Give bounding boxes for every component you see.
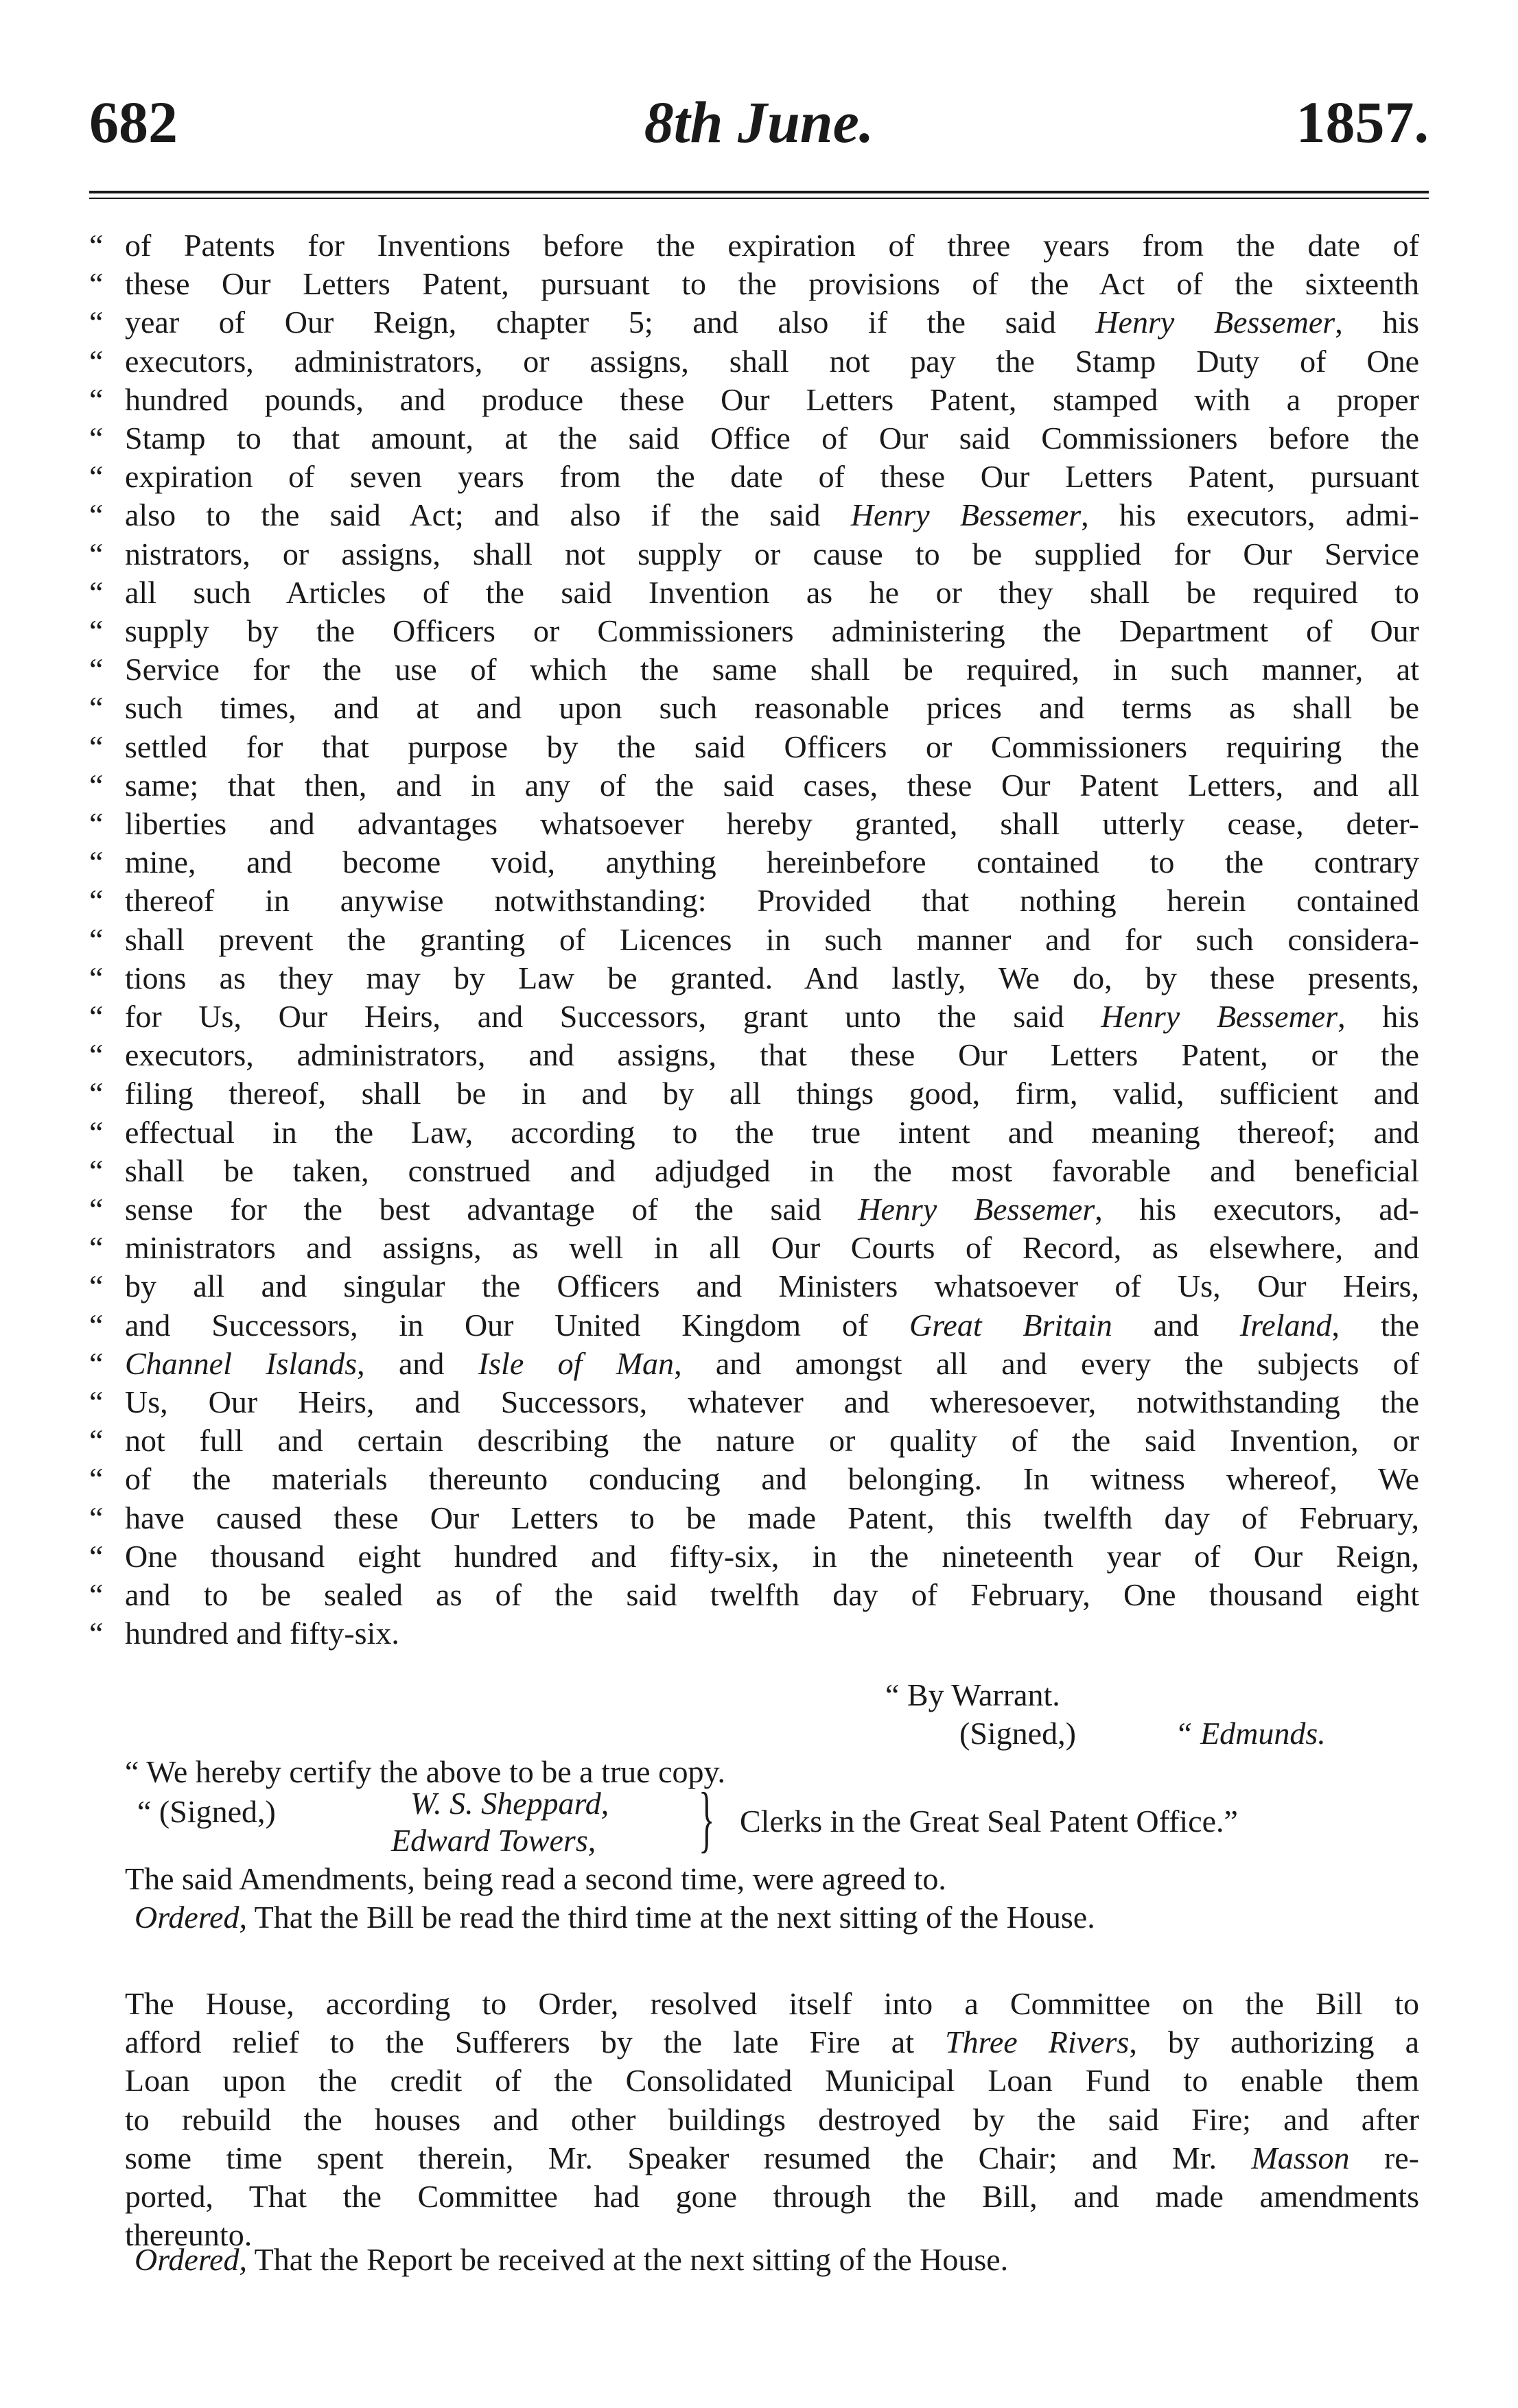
text-line [89,535,1419,574]
quote-mark: “ [89,421,104,456]
text-run: mine, and become void, anything hereinbefore contained to the contrary [125,845,1419,880]
text-run: Service for the use of which the same shall be required, in such manner, at [125,652,1419,687]
text-line [89,612,1419,650]
text-line [89,1152,1419,1190]
quote-mark: “ [89,1616,104,1651]
text-run: ministrators and assigns, as well in all Our Courts of Record, as elsewhere, and [125,1230,1419,1266]
text-run: nistrators, or assigns, shall not supply or cause to be supplied for Our Service [125,536,1419,571]
ordered-report [135,2241,1008,2279]
text-run: , his [1338,999,1419,1034]
text-run: and Successors, in Our United Kingdom of [125,1307,909,1343]
ordered-text: That the Report be received at the next sitting of the House. [246,2242,1009,2277]
text-run: not full and certain describing the nature or quality of the said Invention, or [125,1423,1419,1459]
clerks-signed: “ (Signed,) [137,1794,276,1829]
text-line [89,303,1419,342]
quote-mark: “ [89,806,104,841]
text-line [89,1383,1419,1421]
quote-mark: “ [89,883,104,919]
text-run: settled for that purpose by the said Officers or Commissioners requiring the [125,729,1419,764]
text-run: also to the said Act; and also if the said [125,497,851,533]
ordered-text: That the Bill be read the third time at the next sitting of the House. [246,1900,1095,1935]
quote-mark: “ [89,1345,104,1381]
text-line [89,419,1419,458]
text-run: executors, administrators, and assigns, that these Our Letters Patent, or the [125,1037,1419,1073]
text-run: all such Articles of the said Invention as he or they shall be required to [125,574,1419,610]
text-line [89,381,1419,419]
text-line [125,2062,1419,2100]
text-line [89,1113,1419,1152]
certify-line: “ We hereby certify the above to be a true copy. [125,1754,726,1789]
text-run: , by authorizing a [1129,2025,1419,2060]
text-run: of the materials thereunto conducing and belonging. In witness whereof, We [125,1461,1419,1497]
quote-mark: “ [89,613,104,648]
quote-mark: “ [89,1076,104,1111]
quote-mark: “ [89,381,104,417]
text-line [89,843,1419,882]
text-run: and to be sealed as of the said twelfth day of February, One thousand eight [125,1577,1419,1612]
quote-mark: “ [89,1538,104,1574]
text-line [89,458,1419,496]
text-line [89,1460,1419,1498]
quote-mark: “ [89,459,104,495]
text-run: Loan upon the credit of the Consolidated Municipal Loan Fund to enable them [125,2063,1419,2099]
quote-mark: “ [89,536,104,571]
by-warrant: “ By Warrant. [885,1677,1060,1712]
header-rule-thin [89,198,1429,199]
quote-mark: “ [89,1384,104,1419]
text-line [89,1499,1419,1537]
text-line [125,1985,1419,2023]
quote-mark: “ [89,921,104,957]
quote-mark: “ [89,1114,104,1150]
text-run: hundred pounds, and produce these Our Letters Patent, stamped with a proper [125,381,1419,417]
header-rule [89,191,1429,193]
header-date: 8th June. [644,89,874,155]
text-run: tions as they may by Law be granted. And lastly, We do, by these presents, [125,960,1419,995]
text-run: thereunto. [125,2217,253,2253]
italic-text: Channel Islands [125,1345,358,1381]
text-line [89,496,1419,534]
text-run: One thousand eight hundred and fifty-six, in the nineteenth year of Our Reign, [125,1538,1419,1574]
italic-text: Ireland [1239,1307,1332,1343]
quote-mark: “ [89,1268,104,1304]
text-run: , his [1335,305,1419,340]
warrant-signed: (Signed,) [959,1716,1076,1751]
italic-text: Isle of Man [478,1345,675,1381]
text-line [89,1345,1420,1383]
ordered-label: Ordered, [135,1900,247,1935]
text-run: some time spent therein, Mr. Speaker resumed the Chair; and Mr. [125,2140,1252,2175]
quote-mark: “ [89,690,104,726]
text-line [125,2139,1419,2177]
text-line [125,2101,1419,2139]
text-line [89,574,1419,612]
text-run: of Patents for Inventions before the expiration of three years from the date of [125,228,1419,263]
text-run: shall be taken, construed and adjudged in the most favorable and beneficial [125,1153,1419,1188]
text-line [89,1190,1420,1229]
quote-mark: “ [89,1192,104,1227]
italic-text: Henry Bessemer [858,1192,1095,1227]
text-run: thereof in anywise notwithstanding: Provided that nothing herein contained [125,883,1419,919]
text-line [89,265,1419,303]
text-run: and [1112,1307,1240,1343]
text-run: sense for the best advantage of the said [125,1192,859,1227]
text-run: hundred and fifty-six. [125,1616,399,1651]
text-run: have caused these Our Letters to be made Patent, this twelfth day of February, [125,1500,1419,1535]
clerk-name-towers: Edward Towers, [391,1823,596,1858]
italic-text: Henry Bessemer [1095,305,1335,340]
text-run: supply by the Officers or Commissioners administering the Department of Our [125,613,1419,648]
text-run: by all and singular the Officers and Ministers whatsoever of Us, Our Heirs, [125,1268,1419,1304]
text-line [89,882,1419,920]
text-run: filing thereof, shall be in and by all things good, firm, valid, sufficient and [125,1076,1419,1111]
italic-text: Three Rivers [945,2025,1130,2060]
italic-text: Henry Bessemer [850,497,1082,533]
clerk-name-sheppard: W. S. Sheppard, [410,1786,609,1821]
text-line [89,1036,1419,1074]
text-run: , the [1331,1307,1420,1343]
quote-mark: “ [89,1500,104,1535]
quote-mark: “ [89,1037,104,1073]
text-run: these Our Letters Patent, pursuant to the provisions of the Act of the sixteenth [125,266,1419,302]
text-run: Us, Our Heirs, and Successors, whatever and wheresoever, notwithstanding the [125,1384,1419,1419]
text-run: , and amongst all and every the subjects of [674,1345,1420,1381]
text-line [89,342,1419,381]
text-line [89,959,1419,998]
quote-mark: “ [89,845,104,880]
text-line [89,1576,1419,1614]
text-run: same; that then, and in any of the said cases, these Our Patent Letters, and all [125,767,1419,803]
text-run: such times, and at and upon such reasonable prices and terms as shall be [125,690,1419,726]
clerks-office: Clerks in the Great Seal Patent Office.” [740,1804,1238,1839]
quote-mark: “ [89,960,104,995]
quote-mark: “ [89,652,104,687]
text-run: for Us, Our Heirs, and Successors, grant unto the said [125,999,1101,1034]
text-line [89,805,1419,843]
italic-text: Great Britain [909,1307,1112,1343]
quote-mark: “ [89,729,104,764]
quote-mark: “ [89,497,104,533]
text-line [89,226,1419,265]
quote-mark: “ [89,999,104,1034]
text-run: The House, according to Order, resolved itself into a Committee on the Bill to [125,1986,1419,2021]
text-line [89,1421,1419,1460]
text-line [89,1074,1419,1113]
text-run: expiration of seven years from the date of these Our Letters Patent, pursuant [125,459,1419,495]
header-year: 1857. [1296,89,1429,155]
text-run: shall prevent the granting of Licences in such manner and for such considera- [125,921,1419,957]
text-line [89,1267,1419,1306]
text-line [89,1537,1419,1576]
text-run: effectual in the Law, according to the true intent and meaning thereof; and [125,1114,1419,1150]
text-line [89,998,1419,1036]
text-line [89,728,1419,766]
page-number: 682 [89,89,178,155]
clerks-brace: } [699,1778,715,1860]
italic-text: Masson [1251,2140,1350,2175]
amendments-line: The said Amendments, being read a second time, were agreed to. [125,1861,946,1896]
quote-mark: “ [89,228,104,263]
text-run: , his executors, admi- [1081,497,1419,533]
quote-mark: “ [89,305,104,340]
ordered-label: Ordered, [135,2242,247,2277]
text-line [89,1306,1420,1345]
text-line [89,1614,1419,1653]
quote-mark: “ [89,1230,104,1266]
quote-mark: “ [89,574,104,610]
quote-mark: “ [89,1423,104,1459]
quote-mark: “ [89,343,104,379]
text-line [89,650,1419,689]
quote-mark: “ [89,767,104,803]
text-run: executors, administrators, or assigns, shall not pay the Stamp Duty of One [125,343,1419,379]
quote-mark: “ [89,1307,104,1343]
italic-text: Henry Bessemer [1101,999,1338,1034]
ordered-third-reading [135,1898,1095,1937]
text-line [89,689,1419,727]
text-line [89,921,1419,959]
quote-mark: “ [89,1153,104,1188]
text-run: re- [1349,2140,1419,2175]
warrant-signer: “ Edmunds. [1175,1716,1326,1751]
text-run: afford relief to the Sufferers by the late Fire at [125,2025,946,2060]
quote-mark: “ [89,1577,104,1612]
text-run: , and [357,1345,478,1381]
quote-mark: “ [89,1461,104,1497]
text-line [125,2023,1419,2062]
text-run: to rebuild the houses and other buildings destroyed by the said Fire; and after [125,2101,1419,2137]
text-line [89,766,1419,805]
text-line [89,1229,1419,1267]
page-header [89,88,1429,156]
text-run: Stamp to that amount, at the said Office of Our said Commissioners before the [125,421,1419,456]
text-run: , his executors, ad- [1095,1192,1420,1227]
text-run: ported, That the Committee had gone through the Bill, and made amendments [125,2179,1419,2214]
text-line [125,2177,1419,2216]
text-run: year of Our Reign, chapter 5; and also if the said [125,305,1096,340]
quote-mark: “ [89,266,104,302]
text-run: liberties and advantages whatsoever hereby granted, shall utterly cease, deter- [125,806,1419,841]
